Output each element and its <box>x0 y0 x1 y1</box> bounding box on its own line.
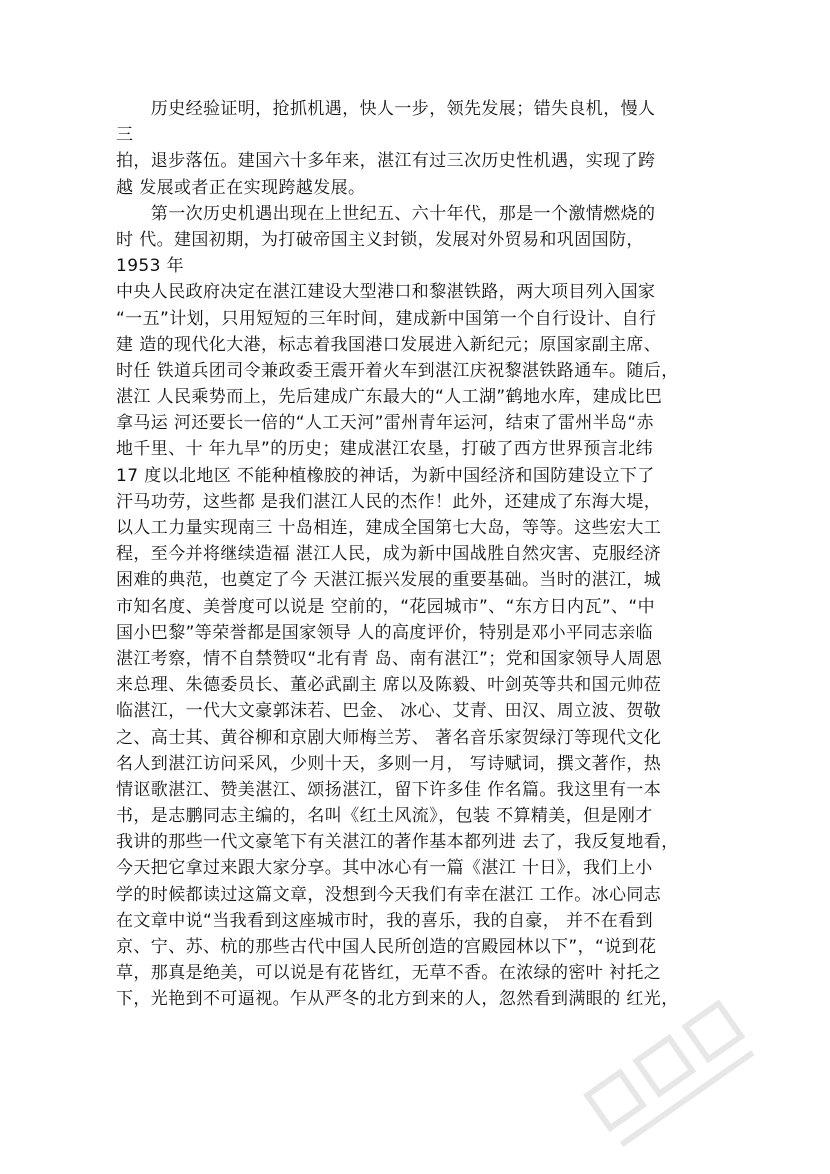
text-line: 来总理、朱德委员长、董必武副主 席以及陈毅、叶剑英等共和国元帅莅 <box>116 675 662 696</box>
text-line: 国小巴黎”等荣誉都是国家领导 人的高度评价，特别是邓小平同志亲临 <box>116 622 654 643</box>
text-line: 书，是志鹏同志主编的，名叫《红土风流》，包装 不算精美，但是刚才 <box>116 806 653 827</box>
text-line: 情讴歌湛江、赞美湛江、颂扬湛江，留下许多佳 作名篇。我这里有一本 <box>116 779 662 800</box>
text-line: 拍，退步落伍。建国六十多年来，湛江有过三次历史性机遇，实现了跨 <box>116 151 656 172</box>
text-line: 程，至今并将继续造福 湛江人民，成为新中国战胜自然灾害、克服经济 <box>116 544 662 565</box>
body-text <box>116 96 756 1013</box>
watermark-graphic <box>550 984 790 1164</box>
text-line: 今天把它拿过来跟大家分享。其中冰心有一篇《湛江 十日》，我们上小 <box>116 858 653 879</box>
text-line: 1953 年 <box>116 256 185 277</box>
text-line: 汗马功劳，这些都 是我们湛江人民的杰作！此外，还建成了东海大堤， <box>116 491 662 512</box>
text-line: 历史经验证明，抢抓机遇，快人一步，领先发展；错失良机，慢人 <box>116 99 656 119</box>
text-line: 市知名度、美誉度可以说是 空前的，“花园城市”、“东方日内瓦”、“中 <box>116 596 656 617</box>
text-line: 建 造的现代化大港，标志着我国港口发展进入新纪元；原国家副主席、 <box>116 334 662 355</box>
text-line: 京、宁、苏、杭的那些古代中国人民所创造的宫殿园林以下”，“说到花 <box>116 937 657 957</box>
text-line: 名人到湛江访问采风，少则十天，多则一月， 写诗赋词，撰文著作，热 <box>116 753 662 774</box>
text-line: 我讲的那些一代文豪笔下有关湛江的著作基本都列进 去了，我反复地看， <box>116 832 679 853</box>
text-line: 临湛江，一代大文豪郭沫若、巴金、 冰心、艾青、田汉、周立波、贺敬 <box>116 701 662 722</box>
text-line: 地千里、十 年九旱”的历史；建成湛江农垦，打破了西方世界预言北纬 <box>116 439 654 460</box>
text-line: 17 度以北地区 不能种植橡胶的神话，为新中国经济和国防建设立下了 <box>116 465 655 486</box>
text-line: 湛江 人民乘势而上，先后建成广东最大的“人工湖”鹤地水库，建成比巴 <box>116 387 663 408</box>
text-line: 困难的典范，也奠定了今 天湛江振兴发展的重要基础。当时的湛江，城 <box>116 570 662 591</box>
text-line: 拿马运 河还要长一倍的“人工天河”雷州青年运河，结束了雷州半岛“赤 <box>116 413 655 434</box>
text-line: 以人工力量实现南三 十岛相连，建成全国第七大岛，等等。这些宏大工 <box>116 518 662 538</box>
text-line: 草，那真是绝美，可以说是有花皆红，无草不香。在浓绿的密叶 衬托之 <box>116 963 662 984</box>
text-line: 之、高士其、黄谷柳和京剧大师梅兰芳、 著名音乐家贺绿汀等现代文化 <box>116 727 662 748</box>
text-line: 湛江考察，情不自禁赞叹“北有青 岛、南有湛江”；党和国家领导人周恩 <box>116 648 663 669</box>
text-line: 学的时候都读过这篇文章，没想到今天我们有幸在湛江 工作。冰心同志 <box>116 884 662 905</box>
text-line: 时任 铁道兵团司令兼政委王震开着火车到湛江庆祝黎湛铁路通车。随后， <box>116 360 679 381</box>
text-line: 第一次历史机遇出现在上世纪五、六十年代，那是一个激情燃烧的 <box>116 203 656 224</box>
text-line: 时 代。建国初期，为打破帝国主义封锁，发展对外贸易和巩固国防， <box>116 229 644 250</box>
text-line: 越 发展或者正在实现跨越发展。 <box>116 177 366 198</box>
text-line: 三 <box>116 125 134 146</box>
text-line: 下，光艳到不可逼视。乍从严冬的北方到来的人，忽然看到满眼的 红光， <box>116 989 679 1010</box>
text-line: 在文章中说“当我看到这座城市时，我的喜乐，我的自豪， 并不在看到 <box>116 910 654 931</box>
text-line: 中央人民政府决定在湛江建设大型港口和黎湛铁路，两大项目列入国家 <box>116 282 656 303</box>
text-line: “一五”计划，只用短短的三年时间，建成新中国第一个自行设计、自行 <box>116 308 657 329</box>
